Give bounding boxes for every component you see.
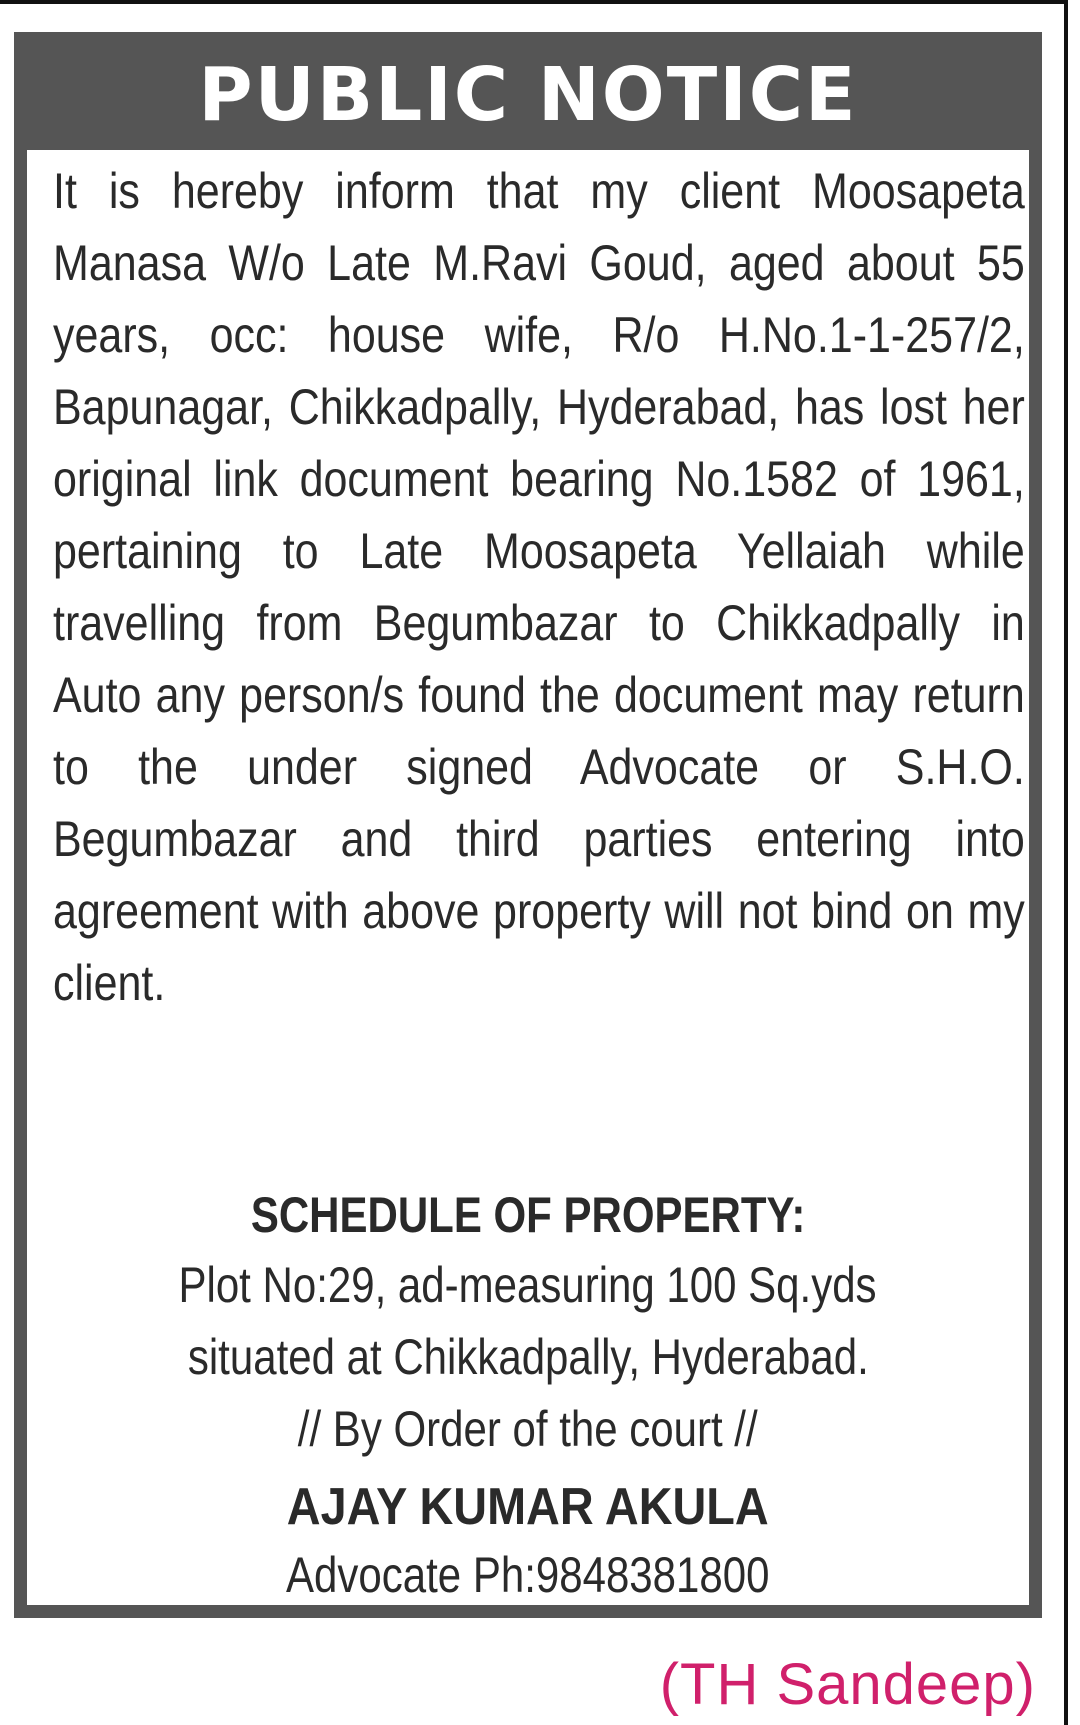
schedule-heading bbox=[27, 1185, 1029, 1245]
public-notice-box bbox=[14, 32, 1042, 1618]
advocate-phone bbox=[27, 1545, 1029, 1605]
signature-note: (TH Sandeep) bbox=[659, 1652, 1036, 1717]
advocate-phone-text: Advocate Ph:9848381800 bbox=[286, 1547, 770, 1603]
schedule-line-order-text: // By Order of the court // bbox=[298, 1401, 758, 1457]
advocate-name-text: AJAY KUMAR AKULA bbox=[287, 1478, 769, 1536]
notice-header bbox=[27, 45, 1029, 150]
schedule-line-order bbox=[27, 1399, 1029, 1459]
schedule-heading-text: SCHEDULE OF PROPERTY: bbox=[250, 1187, 806, 1243]
schedule-line-plot-text: Plot No:29, ad-measuring 100 Sq.yds bbox=[178, 1257, 878, 1313]
advocate-name bbox=[27, 1477, 1029, 1537]
schedule-line-location bbox=[27, 1327, 1029, 1387]
notice-title: PUBLIC NOTICE bbox=[198, 51, 858, 138]
schedule-line-plot bbox=[27, 1255, 1029, 1315]
schedule-line-location-text: situated at Chikkadpally, Hyderabad. bbox=[187, 1329, 869, 1385]
notice-body-text: It is hereby inform that my client Moosapeta Manasa W/o Late M.Ravi Goud, aged about 55 years, occ: house wife, R/o H.No.1-1-257/2, Bapunagar, Chikkadpally, Hyderabad, has lost her original link document bearing No.1582 of 1961, pertaining to Late Moosapeta Yellaiah while travelling from Begumbazar to Chikkadpally in Auto any person/s found the document may return to the under signed Advocate or S.H.O. Begumbazar and third parties entering into agreement with above property will not bind on my client. bbox=[53, 163, 1025, 1011]
